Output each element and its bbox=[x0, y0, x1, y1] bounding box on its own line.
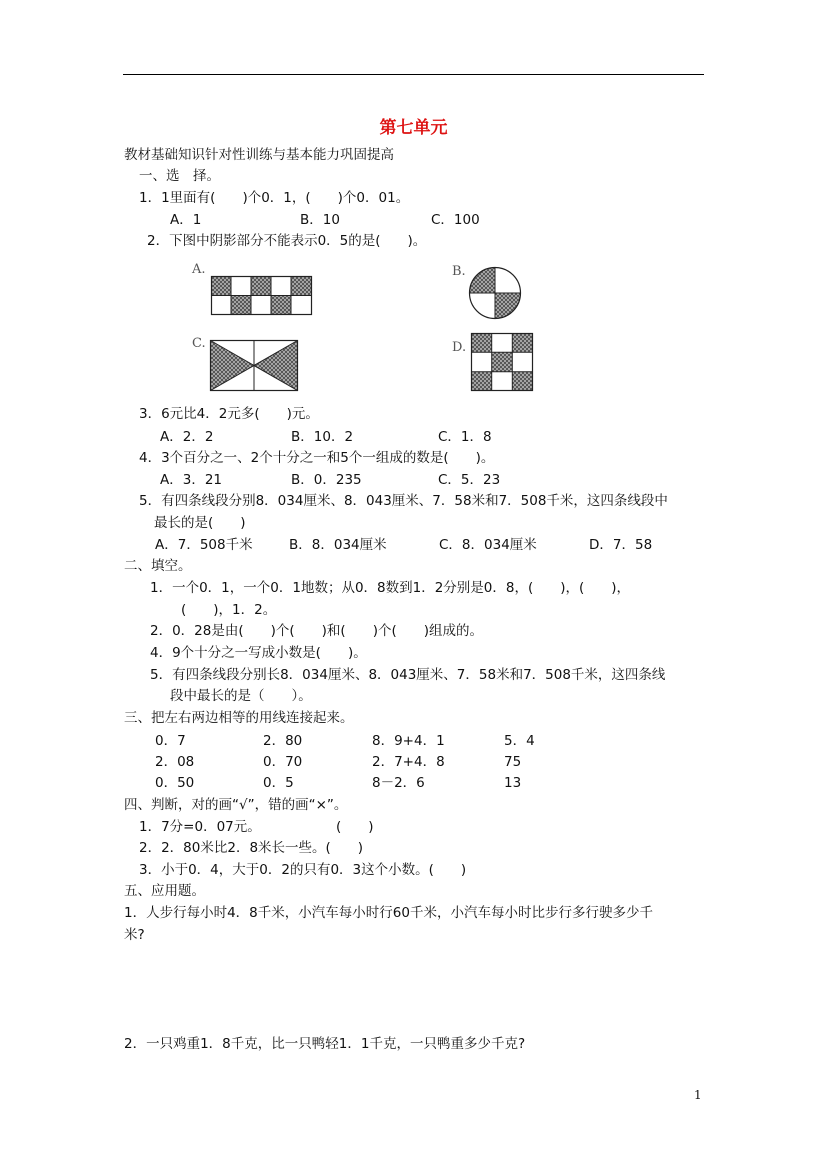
q4-3-text: 3．小于0．4，大于0．2的只有0．3这个小数。( ) bbox=[139, 862, 467, 878]
q1-3-option-b: B．10．2 bbox=[291, 429, 354, 445]
section-3-heading: 三、把左右两边相等的用线连接起来。 bbox=[124, 710, 354, 726]
page-title: 第七单元 bbox=[379, 118, 448, 138]
q1-1-option-a: A．1 bbox=[170, 212, 202, 228]
match-cell: 0．50 bbox=[155, 775, 195, 791]
q1-4-option-a: A．3．21 bbox=[160, 472, 223, 488]
q1-4-text: 4．3个百分之一、2个十分之一和5个一组成的数是( )。 bbox=[139, 450, 495, 466]
figure-a-grid bbox=[211, 276, 312, 316]
q1-2-text: 2．下图中阴影部分不能表示0．5的是( )。 bbox=[147, 233, 427, 249]
match-cell: 0．7 bbox=[155, 733, 186, 749]
q2-1-text-line1: 1．一个0．1，一个0．1地数；从0．8数到1．2分别是0．8，( )，( )， bbox=[150, 580, 631, 596]
q1-3-option-a: A．2．2 bbox=[160, 429, 214, 445]
match-cell: 8．9+4．1 bbox=[372, 733, 445, 749]
q1-1-text: 1．1里面有( )个0．1，( )个0．01。 bbox=[139, 190, 410, 206]
match-cell: 2．80 bbox=[263, 733, 303, 749]
q4-1-text: 1．7分=0．07元。 bbox=[139, 819, 261, 835]
q2-1-text-line2: ( )，1．2。 bbox=[181, 602, 277, 618]
q4-1-answer-blank: ( ) bbox=[336, 819, 374, 835]
q1-5-text-line2: 最长的是( ) bbox=[154, 515, 246, 531]
q1-5-option-b: B．8．034厘米 bbox=[289, 537, 387, 553]
section-5-heading: 五、应用题。 bbox=[124, 883, 205, 899]
section-2-heading: 二、填空。 bbox=[124, 558, 192, 574]
q2-5-text-line2: 段中最长的是（ ）。 bbox=[170, 688, 312, 704]
q1-4-option-b: B．0．235 bbox=[291, 472, 362, 488]
section-1-heading: 一、选 择。 bbox=[139, 168, 220, 184]
q1-5-option-d: D．7．58 bbox=[589, 537, 653, 553]
figure-d-label: D. bbox=[452, 340, 467, 355]
section-4-heading: 四、判断，对的画“√”，错的画“×”。 bbox=[124, 797, 348, 813]
q5-2-text: 2．一只鸡重1．8千克，比一只鸭轻1．1千克，一只鸭重多少千克? bbox=[124, 1036, 526, 1052]
q1-3-option-c: C．1．8 bbox=[438, 429, 492, 445]
match-cell: 0．70 bbox=[263, 754, 303, 770]
figure-a-label: A. bbox=[192, 262, 206, 277]
q2-2-text: 2．0．28是由( )个( )和( )个( )组成的。 bbox=[150, 623, 483, 639]
q1-5-text-line1: 5．有四条线段分别8．034厘米、8．043厘米、7．58米和7．508千米，这四条线段中 bbox=[139, 493, 668, 509]
figure-b-label: B. bbox=[452, 264, 466, 279]
subtitle: 教材基础知识针对性训练与基本能力巩固提高 bbox=[124, 147, 394, 163]
figure-c-rectangle bbox=[210, 340, 298, 391]
figure-d-grid bbox=[471, 333, 533, 391]
page-number: 1 bbox=[694, 1088, 702, 1102]
match-cell: 8－2．6 bbox=[372, 775, 425, 791]
match-cell: 5．4 bbox=[504, 733, 535, 749]
q5-1-text-line1: 1．人步行每小时4．8千米，小汽车每小时行60千米，小汽车每小时比步行多行驶多少千 bbox=[124, 905, 653, 921]
figure-b-circle bbox=[468, 266, 522, 320]
q1-3-text: 3．6元比4．2元多( )元。 bbox=[139, 406, 319, 422]
q5-1-text-line2: 米? bbox=[124, 927, 145, 943]
figure-c-label: C. bbox=[192, 336, 206, 351]
q1-1-option-c: C．100 bbox=[431, 212, 480, 228]
q1-5-option-a: A．7．508千米 bbox=[155, 537, 253, 553]
q2-4-text: 4．9个十分之一写成小数是( )。 bbox=[150, 645, 367, 661]
q1-5-option-c: C．8．034厘米 bbox=[439, 537, 537, 553]
match-cell: 13 bbox=[504, 775, 522, 791]
q1-1-option-b: B．10 bbox=[300, 212, 340, 228]
match-cell: 75 bbox=[504, 754, 522, 770]
q2-5-text-line1: 5．有四条线段分别长8．034厘米、8．043厘米、7．58米和7．508千米，这四条线 bbox=[150, 667, 666, 683]
match-cell: 2．7+4．8 bbox=[372, 754, 445, 770]
header-rule bbox=[123, 74, 704, 75]
q1-4-option-c: C．5．23 bbox=[438, 472, 501, 488]
match-cell: 0．5 bbox=[263, 775, 294, 791]
q4-2-text: 2．2．80米比2．8米长一些。( ) bbox=[139, 840, 364, 856]
match-cell: 2．08 bbox=[155, 754, 195, 770]
